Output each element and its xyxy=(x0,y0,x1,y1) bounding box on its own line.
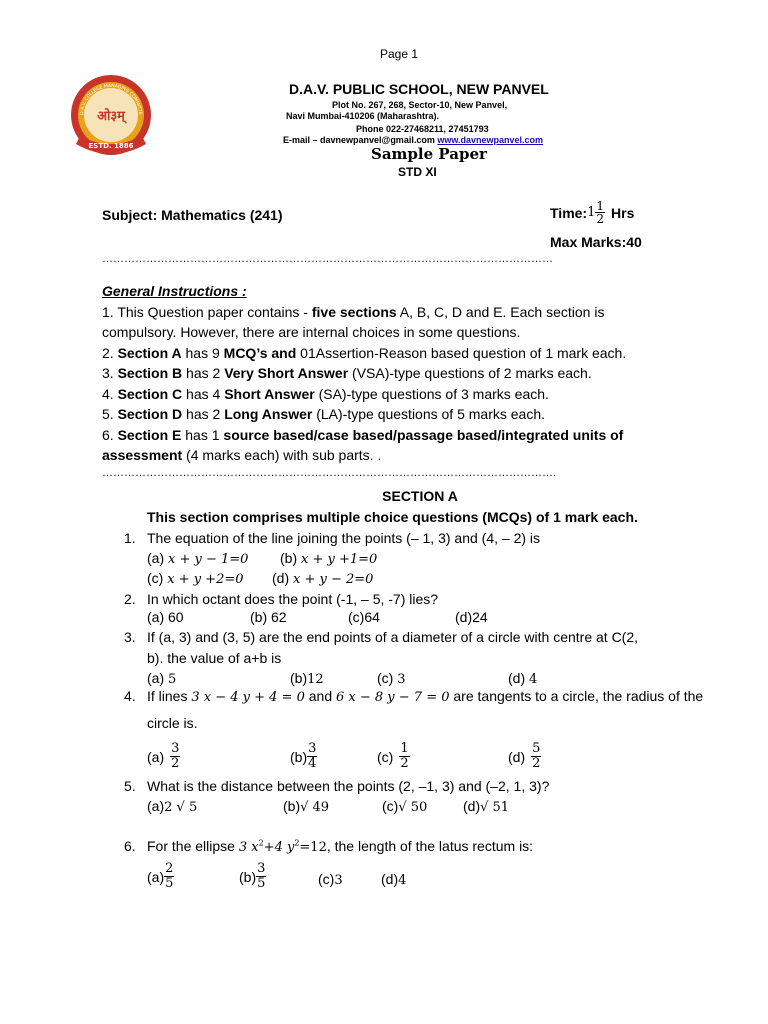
q4-option-a: (a) $\frac{3}{2}$ xyxy=(147,741,180,771)
logo-center-text: ओ३म् xyxy=(97,109,125,124)
q4-option-d: (d) $\frac{5}{2}$ xyxy=(508,741,541,771)
logo-ring-text: D.A.V. COLLEGE MANAGING COMMITTE xyxy=(79,83,143,116)
q4-number: 4. xyxy=(124,688,136,704)
q2-number: 2. xyxy=(124,591,136,607)
instruction-2: 2. Section A has 9 MCQ’s and 01Assertion-Reason based question of 1 mark each. xyxy=(102,345,627,361)
instruction-6: 6. Section E has 1 source based/case based/passage based/integrated units of xyxy=(102,427,624,443)
q2-option-b: (b) 62 xyxy=(250,609,287,625)
time-prefix: Time: xyxy=(550,204,588,221)
phone-line: Phone 022-27468211, 27451793 xyxy=(356,124,489,134)
q3-number: 3. xyxy=(124,629,136,645)
q5-number: 5. xyxy=(124,778,136,794)
paper-title: Sample Paper xyxy=(371,145,487,163)
website-link[interactable]: www.davnewpanvel.com xyxy=(437,135,544,145)
q5-option-d: (d)√ 51 xyxy=(463,798,510,815)
q1-option-a: (a) x + y − 1=0 xyxy=(147,550,249,567)
email-line xyxy=(283,135,543,145)
q2-option-c: (c)64 xyxy=(348,609,380,625)
q3-option-b: (b)12 xyxy=(290,670,324,687)
q3-text-2: b). the value of a+b is xyxy=(147,650,282,666)
max-marks: Max Marks:40 xyxy=(550,234,642,250)
school-logo xyxy=(66,72,156,162)
q2-option-d: (d)24 xyxy=(455,609,488,625)
q4-text-2: circle is. xyxy=(147,715,198,731)
instruction-5: 5. Section D has 2 Long Answer (LA)-type questions of 5 marks each. xyxy=(102,406,546,422)
instruction-1-cont: compulsory. However, there are internal choices in some questions. xyxy=(102,324,521,340)
q5-option-a: (a)2 √ 5 xyxy=(147,798,198,815)
instruction-6-cont: assessment (4 marks each) with sub parts. . xyxy=(102,447,382,463)
q6-text: For the ellipse 3 $x^2+4$ $y^2=12$, the length of the latus rectum is: xyxy=(147,838,534,855)
q1-option-c: (c) x + y +2=0 xyxy=(147,570,244,587)
std-label: STD XI xyxy=(398,165,437,179)
instruction-4: 4. Section C has 4 Short Answer (SA)-type questions of 3 marks each. xyxy=(102,386,549,402)
q4-text-1: If lines 3 x − 4 y + 4 = 0 and 6 x − 8 y − 7 = 0 are tangents to a circle, the radius of the xyxy=(147,688,704,705)
q2-option-a: (a) 60 xyxy=(147,609,184,625)
instructions-heading: General Instructions : xyxy=(102,283,247,299)
q3-option-a: (a) 5 xyxy=(147,670,177,687)
q4-option-b: (b) $\frac{3}{4}$ xyxy=(290,741,317,771)
section-a-subtitle: This section comprises multiple choice questions (MCQs) of 1 mark each. xyxy=(147,509,638,525)
q5-option-b: (b)√ 49 xyxy=(283,798,330,815)
q5-text: What is the distance between the points (2, –1, 3) and (–2, 1, 3)? xyxy=(147,778,550,794)
q6-option-b: (b) $\frac{3}{5}$ xyxy=(239,861,266,891)
time-whole: 1 xyxy=(587,205,596,220)
school-name: D.A.V. PUBLIC SCHOOL, NEW PANVEL xyxy=(289,81,549,97)
q3-text-1: If (a, 3) and (3, 5) are the end points of a diameter of a circle with centre at C(2, xyxy=(147,629,639,645)
q1-option-b: (b) x + y +1=0 xyxy=(280,550,378,567)
time-label xyxy=(550,200,634,225)
address-line-1: Plot No. 267, 268, Sector-10, New Panvel, xyxy=(332,100,508,110)
page-number: Page 1 xyxy=(379,47,419,61)
q6-option-c: (c)3 xyxy=(318,871,343,888)
q5-option-c: (c)√ 50 xyxy=(382,798,428,815)
time-unit: Hrs xyxy=(611,204,635,221)
q2-text: In which octant does the point (-1, – 5, -7) lies? xyxy=(147,591,439,607)
q6-option-a: (a) $\frac{2}{5}$ xyxy=(147,861,174,891)
q6-number: 6. xyxy=(124,838,136,854)
logo-estd: ESTD. 1886 xyxy=(88,142,134,150)
time-fraction: $\frac{1}{2}$ xyxy=(596,199,605,226)
q1-number: 1. xyxy=(124,530,136,546)
separator-2: ……………………………………………………………………………………………………………. xyxy=(102,467,557,479)
q6-option-d: (d)4 xyxy=(381,871,407,888)
address-line-2: Navi Mumbai-410206 (Maharashtra). xyxy=(286,111,440,121)
separator-1: …………………………………………………………………………………………………………… xyxy=(102,253,553,265)
q4-option-c: (c) $\frac{1}{2}$ xyxy=(377,741,409,771)
q3-option-d: (d) 4 xyxy=(508,670,538,687)
subject-label: Subject: Mathematics (241) xyxy=(102,207,283,223)
q1-text: The equation of the line joining the points (– 1, 3) and (4, – 2) is xyxy=(147,530,541,546)
section-a-title: SECTION A xyxy=(382,488,458,504)
email-text: E-mail – davnewpanvel@gmail.com xyxy=(283,135,435,145)
instruction-1: 1. This Question paper contains - five sections A, B, C, D and E. Each section is xyxy=(102,304,605,320)
q1-option-d: (d) x + y − 2=0 xyxy=(272,570,374,587)
instruction-3: 3. Section B has 2 Very Short Answer (VSA)-type questions of 2 marks each. xyxy=(102,365,592,381)
q3-option-c: (c) 3 xyxy=(377,670,406,687)
